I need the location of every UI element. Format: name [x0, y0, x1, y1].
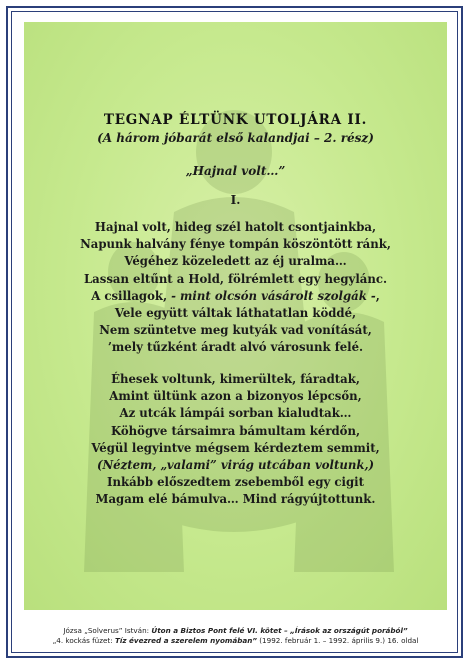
- poem-line: ’mely tűzként áradt alvó városunk felé.: [107, 340, 364, 355]
- stanza-2: [24, 371, 447, 509]
- poem-line: Éhesek voltunk, kimerültek, fáradtak,: [111, 372, 360, 386]
- poem-line: Végül legyintve mégsem kérdeztem semmit,: [91, 440, 380, 455]
- poem-line: Az utcák lámpái sorban kialudtak…: [119, 406, 352, 421]
- part-number: I.: [230, 193, 241, 207]
- poem-line: Nem szüntetve meg kutyák vad vonítását,: [99, 323, 372, 338]
- poem-line: Amint ültünk azon a bizonyos lépcsőn,: [109, 389, 362, 404]
- poem-line: [24, 457, 447, 474]
- page-title: TEGNAP ÉLTÜNK UTOLJÁRA II.: [103, 112, 368, 128]
- poem-line: Napunk halvány fénye tompán köszöntött ránk,: [80, 237, 391, 252]
- poem-line: Köhögve társaimra bámultam kérdőn,: [110, 423, 361, 438]
- poem-line: [24, 288, 447, 305]
- line-text: A csillagok,: [91, 288, 172, 303]
- poem-line: Hajnal volt, hideg szél hatolt csontjainkba,: [94, 220, 377, 234]
- footer-notebook: Tíz évezred a szerelem nyomában”: [114, 636, 257, 645]
- footer-line-1: [0, 626, 471, 636]
- footer-book: Úton a Biztos Pont felé VI. kötet – „Írások az országút porából”: [151, 626, 408, 635]
- page-subtitle: (A három jóbarát első kalandjai – 2. rész): [97, 131, 374, 145]
- poem-line: Vele együtt váltak láthatatlan köddé,: [114, 305, 357, 320]
- page-footer: [0, 626, 471, 646]
- stanza-1: [24, 219, 447, 357]
- poem-line: Magam elé bámulva… Mind rágyújtottunk.: [95, 492, 376, 507]
- line-italic: (Néztem, „valami” virág utcában voltunk,): [96, 457, 375, 472]
- footer-author: Józsa „Solverus” István:: [63, 626, 152, 635]
- footer-suffix: (1992. február 1. – 1992. április 9.) 16. oldal: [256, 636, 419, 645]
- poem-line: Végéhez közeledett az éj uralma…: [124, 254, 347, 269]
- poem-title: „Hajnal volt…”: [185, 164, 286, 178]
- line-italic: - mint olcsón vásárolt szolgák -: [171, 288, 376, 303]
- poem-line: Inkább előszedtem zsebemből egy cigit: [107, 475, 364, 490]
- poem-line: Lassan eltűnt a Hold, fölrémlett egy hegylánc.: [83, 271, 388, 286]
- footer-prefix: „4. kockás füzet:: [52, 636, 115, 645]
- line-text: ,: [375, 288, 380, 303]
- footer-line-2: [0, 636, 471, 646]
